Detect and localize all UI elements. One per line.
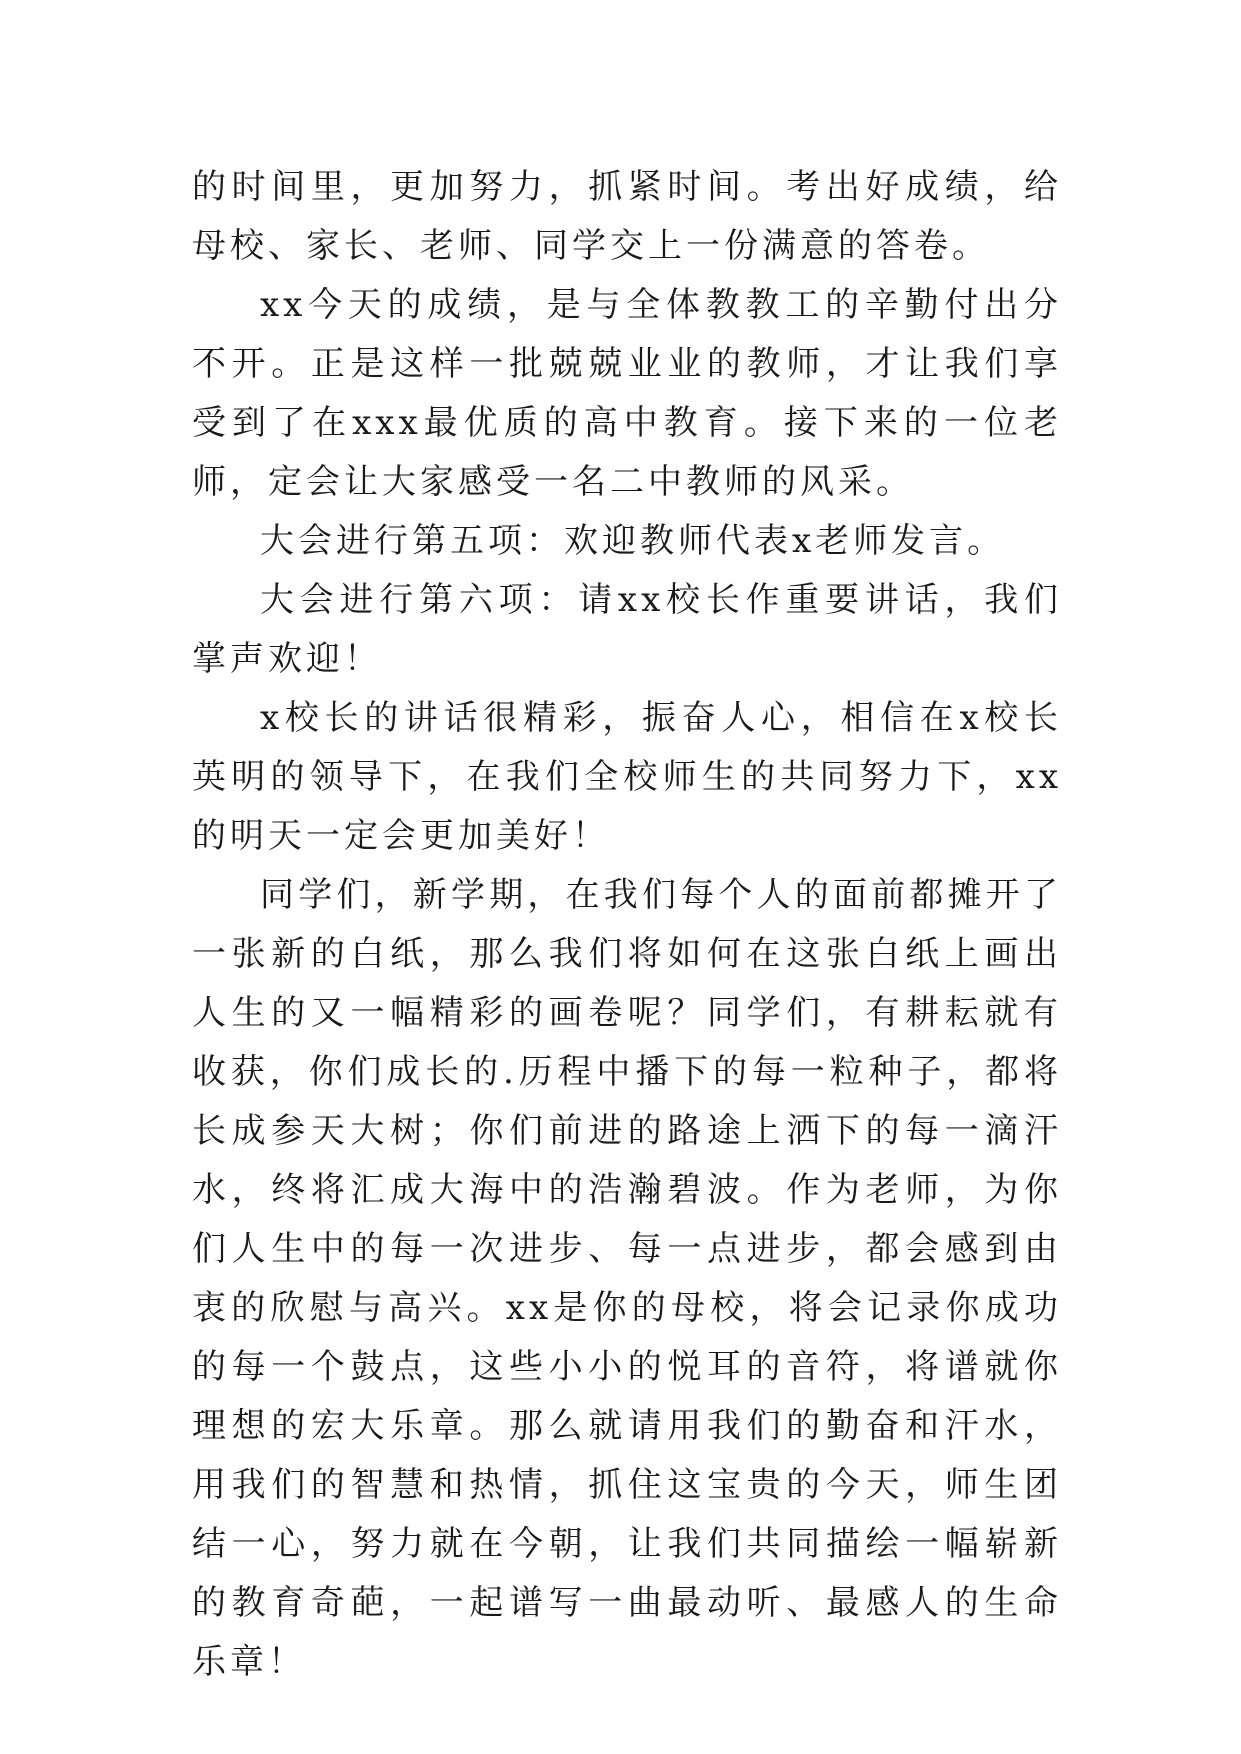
paragraph-closing: 同学们，新学期，在我们每个人的面前都摊开了一张新的白纸，那么我们将如何在这张白纸上画出人生的又一幅精彩的画卷呢？同学们，有耕耘就有收获，你们成长的.历程中播下的每一粒种子，都将长成参天大树；你们前进的路途上洒下的每一滴汗水，终将汇成大海中的浩瀚碧波。作为老师，为你们人生中的每一次进步、每一点进步，都会感到由衷的欣慰与高兴。xx是你的母校，将会记录你成功的每一个鼓点，这些小小的悦耳的音符，将谱就你理想的宏大乐章。那么就请用我们的勤奋和汗水，用我们的智慧和热情，抓住这宝贵的今天，师生团结一心，努力就在今朝，让我们共同描绘一幅崭新的教育奇葩，一起谱写一曲最动听、最感人的生命乐章！ (192, 875, 1062, 1682)
paragraph-item-five: 大会进行第五项：欢迎教师代表x老师发言。 (260, 521, 1006, 561)
document-body (192, 158, 1062, 1692)
paragraph-continuation: 的时间里，更加努力，抓紧时间。考出好成绩，给母校、家长、老师、同学交上一份满意的答卷。 (192, 167, 1062, 266)
paragraph-achievements: xx今天的成绩，是与全体教教工的辛勤付出分不开。正是这样一批兢兢业业的教师，才让我们享受到了在xxx最优质的高中教育。接下来的一位老师，定会让大家感受一名二中教师的风采。 (192, 285, 1062, 502)
paragraph-item-six: 大会进行第六项：请xx校长作重要讲话，我们掌声欢迎！ (192, 580, 1062, 679)
paragraph-principal-speech: x校长的讲话很精彩，振奋人心，相信在x校长英明的领导下，在我们全校师生的共同努力下，xx的明天一定会更加美好！ (192, 698, 1062, 856)
